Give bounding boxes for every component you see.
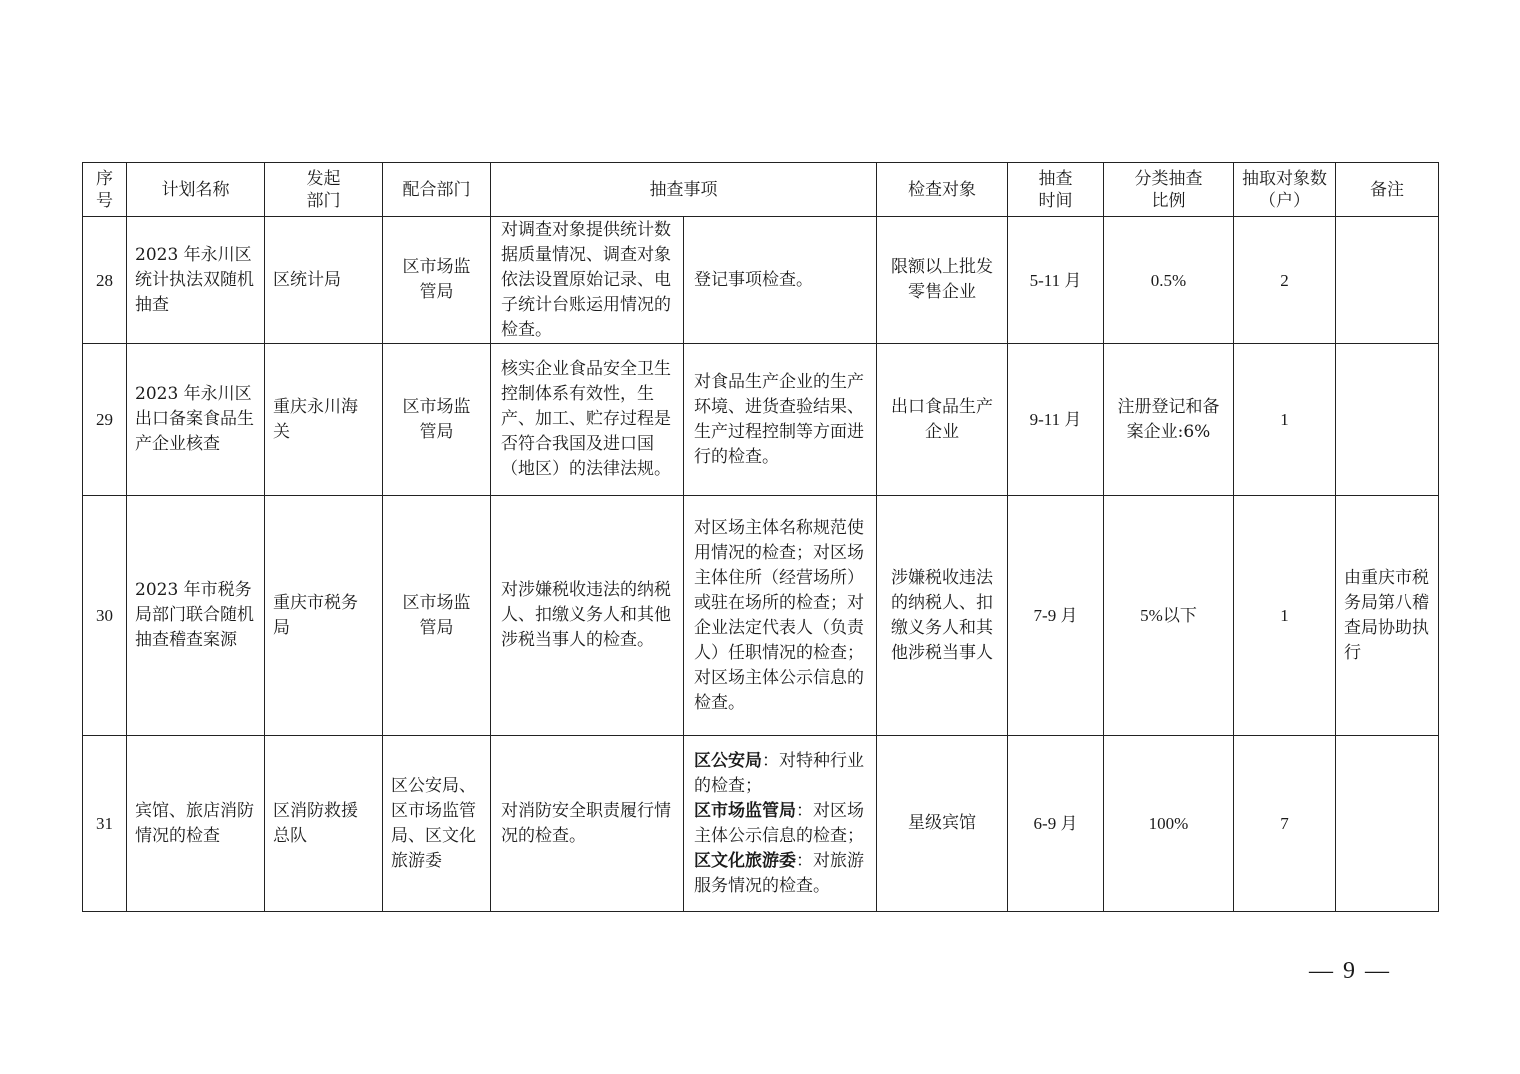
header-initiator: 发起部门 [265,163,383,217]
row-initiator: 重庆市税务局 [265,496,383,736]
row-seq: 29 [83,344,127,496]
row-ratio: 0.5% [1104,217,1234,344]
row-seq: 28 [83,217,127,344]
row-item-a: 对消防安全职责履行情况的检查。 [491,736,684,912]
row-item-a: 对调查对象提供统计数据质量情况、调查对象依法设置原始记录、电子统计台账运用情况的检查。 [491,217,684,344]
item-b-text: ：对特种行业的检查； [694,750,864,796]
item-b-text: ：对区场主体公示信息的检查； [694,800,864,846]
row-note [1336,736,1439,912]
item-b-text: ：对旅游服务情况的检查。 [694,850,864,896]
item-b-dept: 区市场监管局 [694,800,796,821]
row-target: 出口食品生产企业 [877,344,1008,496]
item-b-dept: 区公安局 [694,750,762,771]
header-plan: 计划名称 [127,163,265,217]
header-items: 抽查事项 [491,163,877,217]
row-count: 1 [1234,344,1336,496]
header-target: 检查对象 [877,163,1008,217]
row-count: 1 [1234,496,1336,736]
header-seq: 序号 [83,163,127,217]
item-b-part [694,799,866,849]
table-row [83,344,1439,496]
row-partner: 区市场监管局 [383,344,491,496]
row-note [1336,217,1439,344]
table-row [83,736,1439,912]
header-ratio: 分类抽查比例 [1104,163,1234,217]
row-time: 9-11 月 [1008,344,1104,496]
header-count: 抽取对象数（户） [1234,163,1336,217]
row-initiator: 区消防救援总队 [265,736,383,912]
row-time: 6-9 月 [1008,736,1104,912]
row-initiator: 区统计局 [265,217,383,344]
row-plan: 2023 年永川区统计执法双随机抽查 [127,217,265,344]
row-seq: 30 [83,496,127,736]
row-time: 5-11 月 [1008,217,1104,344]
row-ratio: 5%以下 [1104,496,1234,736]
row-item-b: 对食品生产企业的生产环境、进货查验结果、生产过程控制等方面进行的检查。 [684,344,877,496]
item-b-part [694,749,866,799]
row-time: 7-9 月 [1008,496,1104,736]
row-item-a: 对涉嫌税收违法的纳税人、扣缴义务人和其他涉税当事人的检查。 [491,496,684,736]
inspection-plan-table [82,162,1439,912]
row-ratio: 注册登记和备案企业:6% [1104,344,1234,496]
row-count: 2 [1234,217,1336,344]
row-target: 星级宾馆 [877,736,1008,912]
table-row [83,496,1439,736]
row-item-b [684,736,877,912]
row-seq: 31 [83,736,127,912]
row-partner: 区市场监管局 [383,496,491,736]
header-time: 抽查时间 [1008,163,1104,217]
row-target: 涉嫌税收违法的纳税人、扣缴义务人和其他涉税当事人 [877,496,1008,736]
row-target: 限额以上批发零售企业 [877,217,1008,344]
header-row [83,163,1439,217]
header-note: 备注 [1336,163,1439,217]
row-note [1336,344,1439,496]
row-item-b: 对区场主体名称规范使用情况的检查；对区场主体住所（经营场所）或驻在场所的检查；对企业法定代表人（负责人）任职情况的检查；对区场主体公示信息的检查。 [684,496,877,736]
row-plan: 2023 年永川区出口备案食品生产企业核查 [127,344,265,496]
item-b-part [694,849,866,899]
row-item-a: 核实企业食品安全卫生控制体系有效性，生产、加工、贮存过程是否符合我国及进口国（地区）的法律法规。 [491,344,684,496]
row-item-b: 登记事项检查。 [684,217,877,344]
row-partner: 区市场监管局 [383,217,491,344]
row-initiator: 重庆永川海关 [265,344,383,496]
header-partner: 配合部门 [383,163,491,217]
row-plan: 2023 年市税务局部门联合随机抽查稽查案源 [127,496,265,736]
item-b-dept: 区文化旅游委 [694,850,796,871]
page-number: — 9 — [1309,958,1391,984]
row-count: 7 [1234,736,1336,912]
table-row [83,217,1439,344]
row-note: 由重庆市税务局第八稽查局协助执行 [1336,496,1439,736]
row-partner: 区公安局、区市场监管局、区文化旅游委 [383,736,491,912]
row-plan: 宾馆、旅店消防情况的检查 [127,736,265,912]
row-ratio: 100% [1104,736,1234,912]
